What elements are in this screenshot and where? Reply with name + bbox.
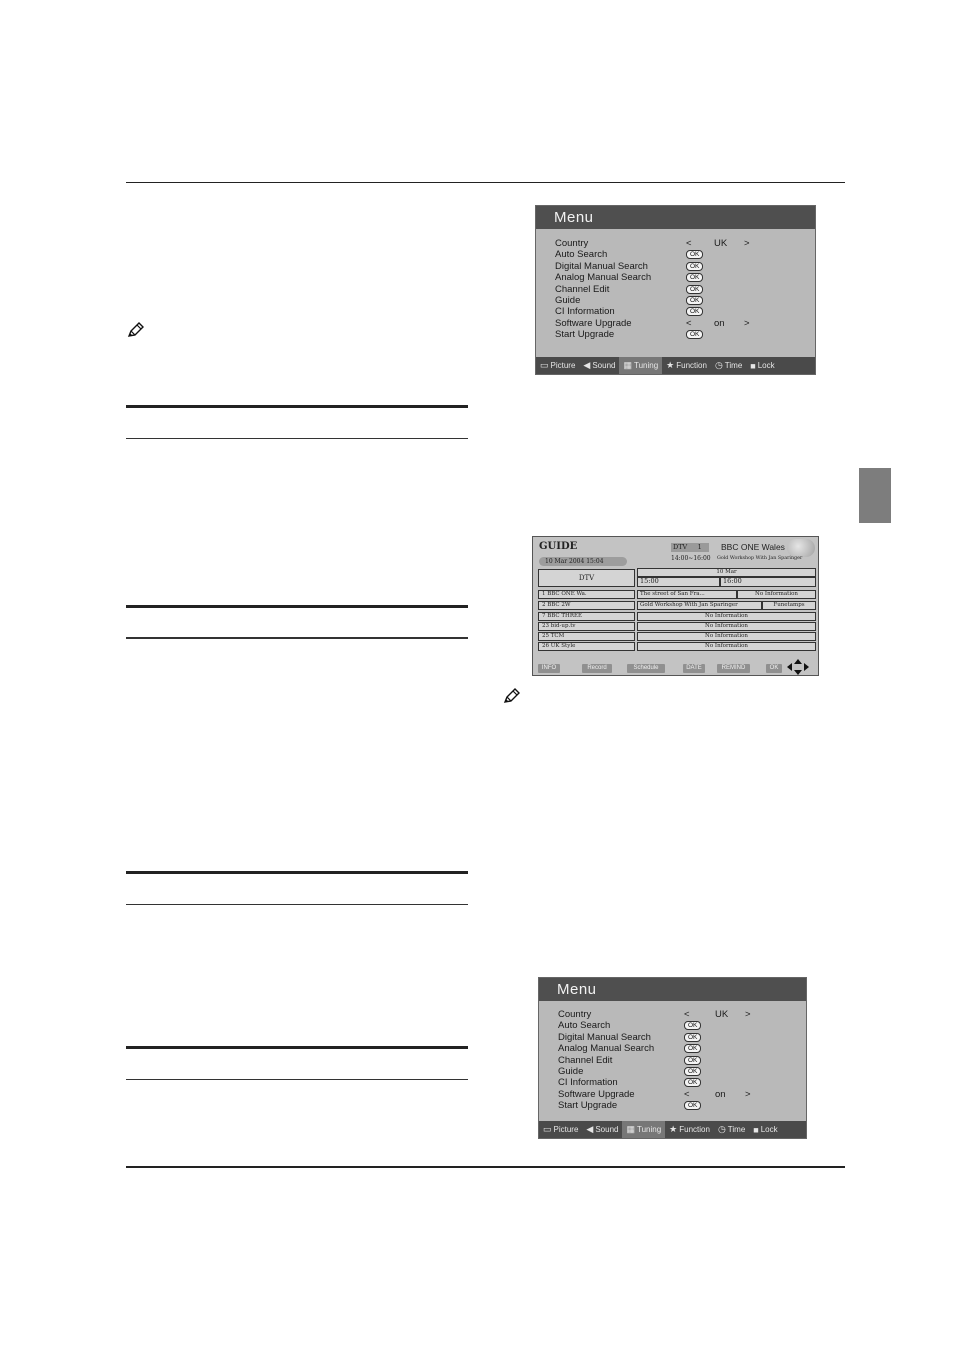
tab-time[interactable] [714, 1121, 749, 1138]
section-rule-4-top [126, 1046, 468, 1049]
clock-icon: ◷ [714, 360, 723, 370]
guide-service-box [671, 543, 709, 552]
ok-button[interactable]: OK [686, 262, 703, 271]
section-rule-1-bottom [126, 438, 468, 439]
guide-program-cell[interactable]: Funetamps [762, 601, 816, 610]
speaker-icon: ◀ [583, 360, 591, 370]
menu-row-label: Software Upgrade [555, 317, 632, 329]
tab-tuning[interactable] [622, 1121, 665, 1138]
tab-label: Picture [553, 1125, 579, 1134]
tab-tuning[interactable] [619, 357, 662, 374]
tab-label: Tuning [634, 361, 659, 370]
tab-label: Picture [550, 361, 576, 370]
tab-function[interactable] [662, 357, 711, 374]
guide-program-cell[interactable]: The street of San Fra... [637, 590, 737, 599]
guide-program-time: 14:00~16:00 [671, 555, 711, 562]
menu-row[interactable] [558, 1009, 798, 1020]
section-rule-2-top [126, 605, 468, 608]
service-type: DTV [673, 543, 688, 551]
tab-picture[interactable] [536, 357, 579, 374]
guide-ok-button[interactable]: OK [766, 664, 782, 673]
speaker-icon: ◀ [586, 1124, 594, 1134]
tab-time[interactable] [711, 357, 746, 374]
tab-label: Function [676, 361, 707, 370]
guide-program-cell[interactable]: No Information [637, 612, 816, 621]
ok-button[interactable]: OK [684, 1033, 701, 1042]
tab-label: Time [724, 361, 743, 370]
guide-program-cell[interactable]: No Information [737, 590, 816, 599]
ok-button[interactable]: OK [684, 1067, 701, 1076]
menu-row-label: Digital Manual Search [555, 260, 648, 272]
menu-row[interactable] [558, 1077, 798, 1088]
guide-date-time: 10 Mar 2004 15:04 [539, 557, 627, 566]
lock-icon: ■ [753, 1124, 759, 1135]
guide-info-button[interactable]: INFO [538, 664, 560, 673]
menu-row[interactable] [555, 238, 805, 249]
menu-row-value: on [714, 317, 725, 329]
tuning-menu-screen-top [535, 205, 816, 375]
menu-row-label: Guide [558, 1065, 584, 1077]
clock-icon: ◷ [717, 1124, 726, 1134]
ok-button[interactable]: OK [686, 330, 703, 339]
grid-icon: ▦ [623, 360, 632, 370]
guide-channel-name-cell[interactable]: 25 TCM [538, 632, 635, 641]
tab-label: Lock [760, 1125, 778, 1134]
section-rule-3-bottom [126, 904, 468, 905]
menu-row[interactable] [555, 329, 805, 340]
ok-button[interactable]: OK [686, 285, 703, 294]
guide-channel-name: BBC ONE Wales [721, 542, 785, 552]
menu-row[interactable] [555, 261, 805, 272]
menu-row[interactable] [558, 1100, 798, 1111]
tab-label: Lock [757, 361, 775, 370]
time-slot-1: 15:00 [637, 577, 720, 587]
menu-row-value: UK [714, 238, 728, 249]
guide-program-cell[interactable]: No Information [637, 632, 816, 641]
ok-button[interactable]: OK [686, 296, 703, 305]
tab-label: Time [727, 1125, 746, 1134]
menu-row-label: Auto Search [558, 1020, 611, 1032]
menu-row-label: Start Upgrade [558, 1100, 618, 1112]
ok-button[interactable]: OK [684, 1056, 701, 1065]
guide-screen [532, 536, 819, 676]
menu-row[interactable] [555, 284, 805, 295]
arrow-right-icon[interactable]: > [744, 317, 750, 329]
guide-program-title: Gold Workshop With Jan Sparinger [717, 556, 803, 561]
menu-row-label: Start Upgrade [555, 329, 615, 341]
menu-row[interactable] [555, 318, 805, 329]
chapter-side-tab [859, 468, 891, 523]
section-rule-3-top [126, 871, 468, 874]
arrow-right-icon[interactable]: > [745, 1088, 751, 1100]
ok-button[interactable]: OK [684, 1021, 701, 1030]
tab-label: Function [679, 1125, 710, 1134]
menu-row-label: CI Information [555, 306, 615, 318]
weather-cloud-icon [787, 539, 815, 557]
arrow-left-icon[interactable]: < [686, 238, 692, 249]
guide-program-cell[interactable]: Gold Workshop With Jan Sparinger [637, 601, 762, 610]
guide-program-cell[interactable]: No Information [637, 642, 816, 651]
menu-title: Menu [536, 206, 815, 229]
menu-row[interactable] [555, 272, 805, 283]
arrow-left-icon[interactable]: < [684, 1088, 690, 1100]
menu-row-value: UK [715, 1009, 729, 1020]
menu-row-label: Channel Edit [555, 283, 610, 295]
guide-channel-name-cell[interactable]: 2 BBC 2W [538, 601, 635, 610]
guide-schedule-button[interactable]: Schedule [627, 664, 665, 673]
tab-lock[interactable] [749, 1121, 781, 1138]
tab-function[interactable] [665, 1121, 714, 1138]
star-icon: ★ [666, 360, 675, 370]
tab-lock[interactable] [746, 357, 778, 374]
menu-row[interactable] [558, 1089, 798, 1100]
menu-row-label: Software Upgrade [558, 1088, 635, 1100]
menu-row-label: Channel Edit [558, 1054, 613, 1066]
menu-row[interactable] [558, 1032, 798, 1043]
tuning-menu-screen-bottom [538, 977, 807, 1139]
note-pencil-icon [503, 687, 521, 705]
menu-row[interactable] [558, 1055, 798, 1066]
star-icon: ★ [669, 1124, 678, 1134]
menu-items [558, 1009, 798, 1112]
menu-row[interactable] [558, 1020, 798, 1031]
section-rule-4-bottom [126, 1079, 468, 1080]
guide-channel-name-cell[interactable]: 1 BBC ONE Wa. [538, 590, 635, 599]
ok-button[interactable]: OK [684, 1101, 701, 1110]
note-pencil-icon [127, 321, 145, 339]
arrow-right-icon[interactable]: > [745, 1009, 751, 1020]
arrow-left-icon[interactable]: < [686, 317, 692, 329]
menu-row[interactable] [555, 306, 805, 317]
guide-channel-name-cell[interactable]: 26 UK Style [538, 642, 635, 651]
menu-items [555, 238, 805, 341]
menu-row[interactable] [555, 295, 805, 306]
menu-row-label: Digital Manual Search [558, 1031, 651, 1043]
tab-label: Tuning [637, 1125, 662, 1134]
menu-row-label: Analog Manual Search [558, 1043, 655, 1055]
ok-button[interactable]: OK [686, 250, 703, 259]
menu-row-label: Guide [555, 294, 581, 306]
tab-sound[interactable] [582, 1121, 622, 1138]
guide-channel-name-cell[interactable]: 23 bid-up.tv [538, 622, 635, 631]
tab-picture[interactable] [539, 1121, 582, 1138]
menu-row-value: on [715, 1088, 726, 1100]
header-rule [126, 182, 845, 183]
menu-row-label: Auto Search [555, 249, 608, 261]
menu-row-label: Country [558, 1009, 592, 1020]
guide-title: GUIDE [539, 541, 578, 552]
menu-row-label: Analog Manual Search [555, 272, 652, 284]
menu-row-label: CI Information [558, 1077, 618, 1089]
timeline-date: 10 Mar [637, 568, 816, 577]
menu-title: Menu [539, 978, 806, 1001]
menu-row[interactable] [558, 1066, 798, 1077]
guide-remind-button[interactable]: REMIND [717, 664, 750, 673]
ok-button[interactable]: OK [686, 307, 703, 316]
grid-icon: ▦ [626, 1124, 635, 1134]
navigation-arrows-icon [787, 659, 809, 675]
arrow-left-icon[interactable]: < [684, 1009, 690, 1020]
menu-tab-bar [539, 1121, 806, 1138]
tab-label: Sound [592, 361, 616, 370]
time-slot-2: 16:00 [720, 577, 816, 587]
guide-date-button[interactable]: DATE [683, 664, 705, 673]
ok-button[interactable]: OK [684, 1078, 701, 1087]
ok-button[interactable]: OK [686, 273, 703, 282]
tab-label: Sound [595, 1125, 619, 1134]
channel-number: 1 [697, 543, 702, 551]
tab-sound[interactable] [579, 357, 619, 374]
menu-tab-bar [536, 357, 815, 374]
section-rule-2-bottom [126, 637, 468, 639]
guide-record-button[interactable]: Record [582, 664, 612, 673]
guide-channel-name-cell[interactable]: 7 BBC THREE [538, 612, 635, 621]
menu-row[interactable] [558, 1043, 798, 1054]
arrow-right-icon[interactable]: > [744, 238, 750, 249]
menu-row-label: Country [555, 238, 589, 249]
picture-icon: ▭ [543, 1124, 552, 1134]
timeline-label: DTV [538, 569, 635, 587]
picture-icon: ▭ [540, 360, 549, 370]
section-rule-1-top [126, 405, 468, 408]
lock-icon: ■ [750, 360, 756, 371]
footer-rule [126, 1166, 845, 1168]
menu-row[interactable] [555, 249, 805, 260]
ok-button[interactable]: OK [684, 1044, 701, 1053]
guide-program-cell[interactable]: No Information [637, 622, 816, 631]
